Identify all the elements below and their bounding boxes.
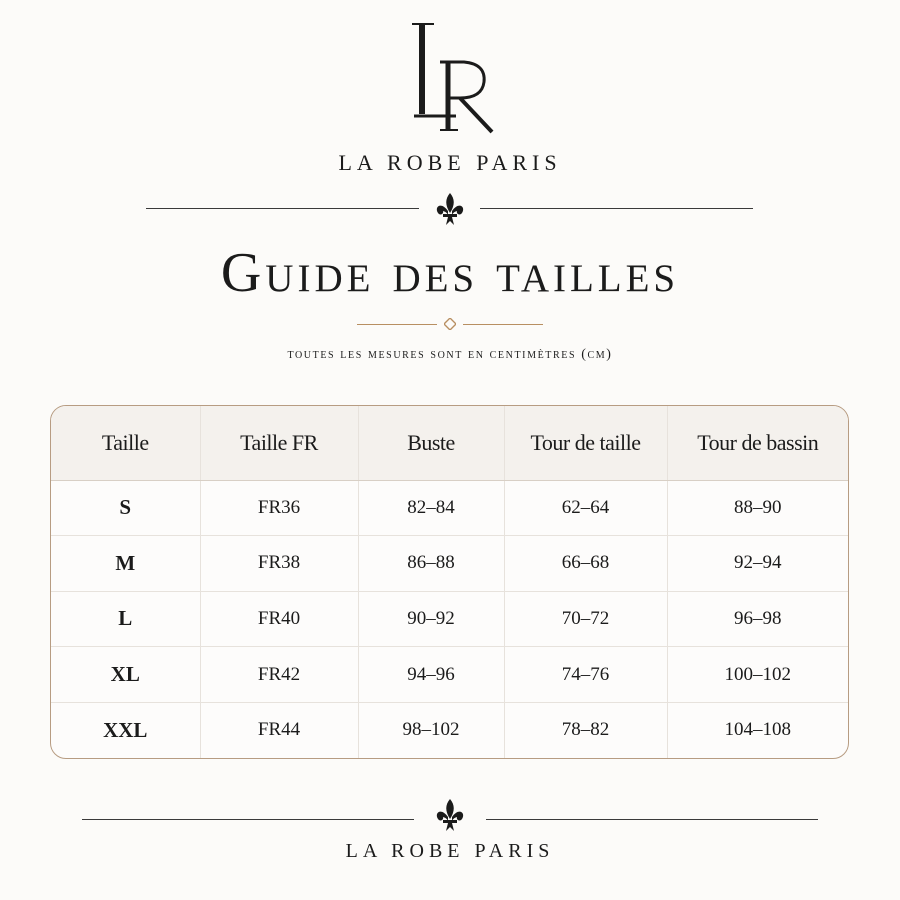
waist-cell: 74–76 [504,647,667,703]
divider-left [146,208,419,209]
waist-cell: 62–64 [504,480,667,536]
brand-name: LA ROBE PARIS [338,150,562,175]
table-row [51,480,848,536]
size-cell: L [51,591,200,647]
hip-cell: 96–98 [667,591,848,647]
divider-right [480,208,753,209]
diamond-ornament-icon [444,318,456,330]
table-row [51,591,848,647]
lr-monogram-logo [400,18,500,138]
fr-size-cell: FR38 [200,536,358,592]
hip-cell: 88–90 [667,480,848,536]
header-buste: Buste [358,406,504,480]
units-note: toutes les mesures sont en centimètres (cm) [287,347,613,362]
bust-cell: 98–102 [358,702,504,758]
bust-cell: 82–84 [358,480,504,536]
header-taille-fr: Taille FR [200,406,358,480]
fleur-de-lis-icon [433,191,467,227]
size-cell: XXL [51,702,200,758]
header-tour-de-taille: Tour de taille [504,406,667,480]
fr-size-cell: FR36 [200,480,358,536]
footer-divider-right [486,819,818,820]
hip-cell: 92–94 [667,536,848,592]
table-row [51,702,848,758]
gold-divider-right [463,324,543,325]
bust-cell: 90–92 [358,591,504,647]
size-table [50,405,849,759]
footer-brand-name: LA ROBE PARIS [345,840,555,862]
size-cell: S [51,480,200,536]
footer-divider-left [82,819,414,820]
bust-cell: 86–88 [358,536,504,592]
hip-cell: 104–108 [724,719,791,741]
fr-size-cell: FR40 [200,591,358,647]
size-cell: M [51,536,200,592]
waist-cell: 70–72 [504,591,667,647]
size-cell: XL [51,647,200,703]
waist-cell: 78–82 [504,702,667,758]
bust-cell: 94–96 [358,647,504,703]
gold-divider-left [357,324,437,325]
table-header-row [51,406,848,480]
header-taille: Taille [51,406,200,480]
waist-cell: 66–68 [504,536,667,592]
page-title: Guide des tailles [220,242,680,304]
table-row [51,536,848,592]
fleur-de-lis-icon [433,797,467,833]
fr-size-cell: FR44 [200,702,358,758]
fr-size-cell: FR42 [200,647,358,703]
header-tour-de-bassin: Tour de bassin [667,406,848,480]
table-row [51,647,848,703]
hip-cell: 100–102 [667,647,848,703]
